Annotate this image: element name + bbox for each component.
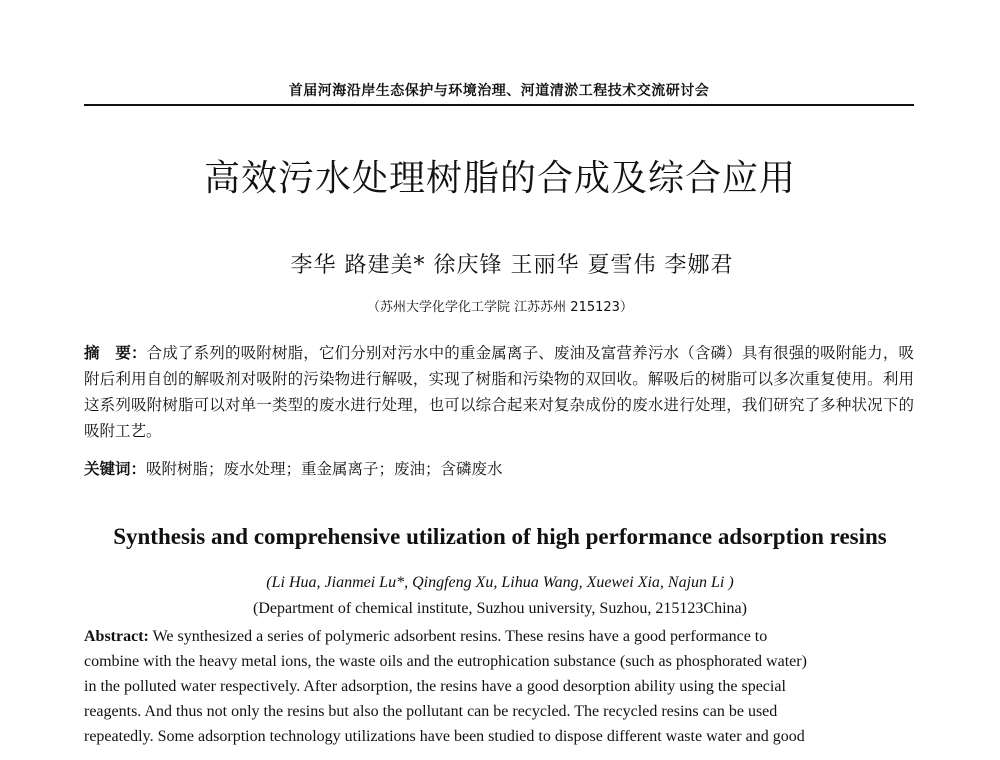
abstract-en-line: reagents. And thus not only the resins but also the pollutant can be recycled. The recycled resins can be used [84, 703, 778, 720]
paper-title-cn: 高效污水处理树脂的合成及综合应用 [203, 158, 796, 199]
abstract-en [84, 624, 914, 749]
running-header: 首届河海沿岸生态保护与环境治理、河道清淤工程技术交流研讨会 [288, 83, 710, 99]
abstract-cn-text: 合成了系列的吸附树脂，它们分别对污水中的重金属离子、废油及富营养污水（含磷）具有很强的吸附能力，吸附后利用自创的解吸剂对吸附的污染物进行解吸，实现了树脂和污染物的双回收。解吸后的树脂可以多次重复使用。利用这系列吸附树脂可以对单一类型的废水进行处理，也可以综合起来对复杂成份的废水进行处理，我们研究了多种状况下的吸附工艺。 [84, 344, 914, 440]
abstract-cn [84, 340, 914, 444]
keywords-cn-label: 关键词： [84, 460, 147, 478]
keywords-cn [84, 456, 914, 482]
abstract-en-label: Abstract: [84, 628, 149, 645]
abstract-en-line [84, 624, 914, 649]
affiliation-en: (Department of chemical institute, Suzhou university, Suzhou, 215123China) [253, 600, 747, 617]
affiliation-cn: （苏州大学化学化工学院 江苏苏州 215123） [367, 300, 633, 315]
abstract-en-line-text: We synthesized a series of polymeric adsorbent resins. These resins have a good performance to [148, 628, 768, 645]
abstract-en-line: in the polluted water respectively. After adsorption, the resins have a good desorption ability using the special [84, 678, 786, 695]
paper-title-en: Synthesis and comprehensive utilization of high performance adsorption resins [113, 524, 887, 549]
abstract-cn-label: 摘 要： [84, 344, 147, 362]
authors-cn: 李华 路建美* 徐庆锋 王丽华 夏雪伟 李娜君 [290, 253, 734, 278]
keywords-cn-text: 吸附树脂；废水处理；重金属离子；废油；含磷废水 [146, 460, 503, 478]
authors-en: (Li Hua, Jianmei Lu*, Qingfeng Xu, Lihua Wang, Xuewei Xia, Najun Li ) [266, 574, 734, 591]
abstract-en-line: combine with the heavy metal ions, the waste oils and the eutrophication substance (such as phosphorated water) [84, 653, 807, 670]
abstract-en-line: repeatedly. Some adsorption technology utilizations have been studied to dispose different waste water and good [84, 728, 805, 745]
header-rule [84, 104, 914, 106]
